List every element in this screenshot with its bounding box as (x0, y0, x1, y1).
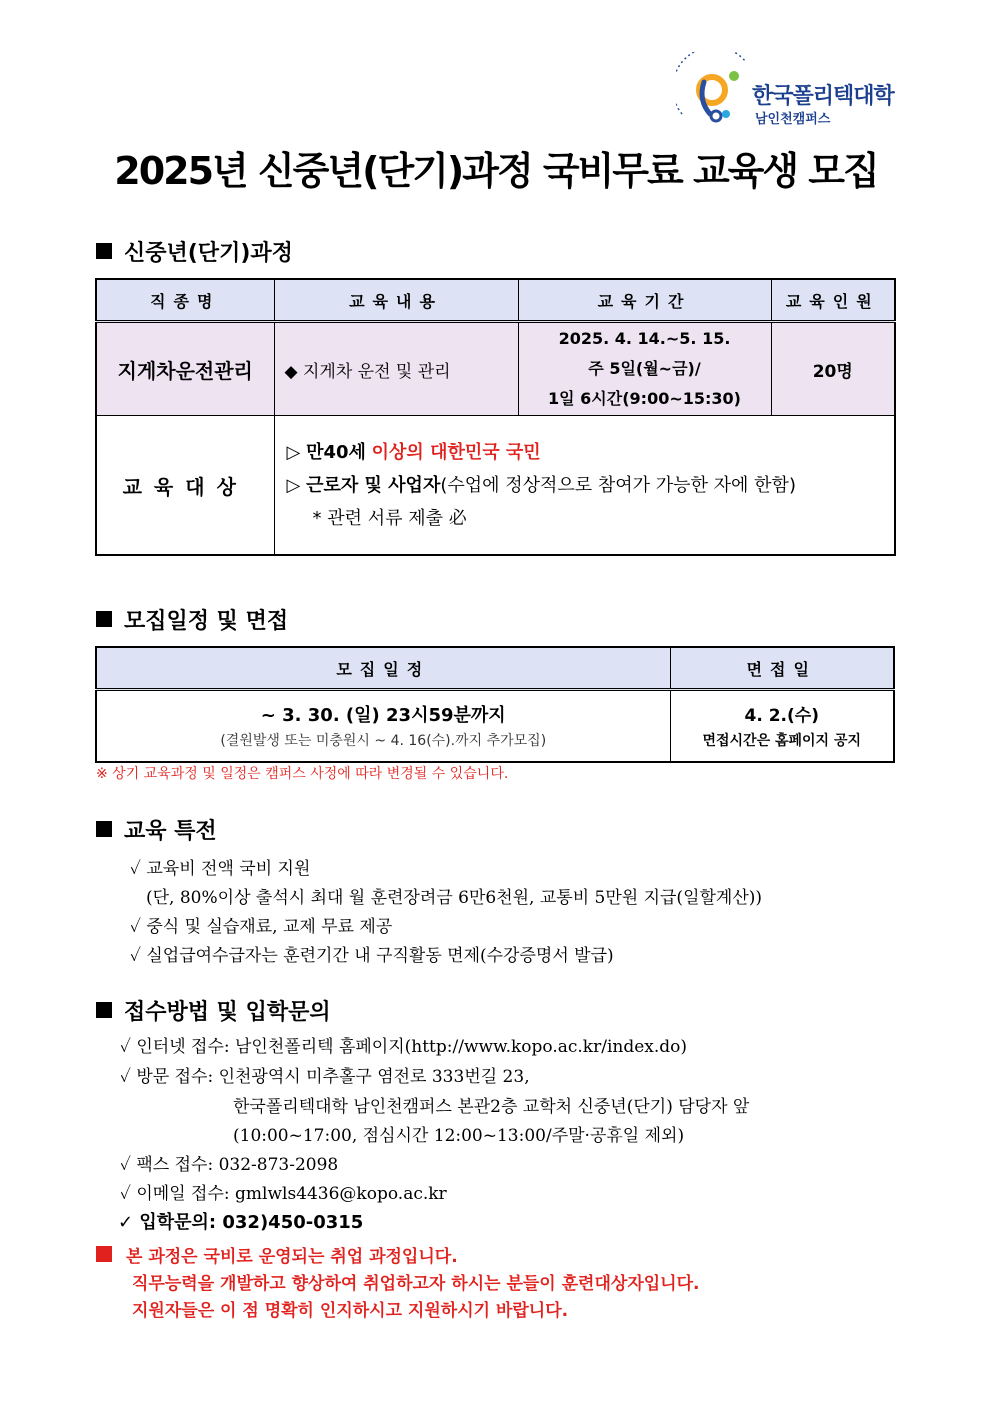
admission-inquiry: ✓ 입학문의: 032)450-0315 (118, 1212, 364, 1233)
header-period: 교육기간 (518, 279, 771, 322)
triangle-bullet-icon: ▷ (286, 474, 301, 496)
section-heading-course: 신중년(단기)과정 (96, 236, 293, 267)
deadline-cell: ~ 3. 30. (일) 23시59분까지 (결원발생 또는 미충원시 ~ 4. 16(수).까지 추가모집) (96, 690, 670, 763)
logo-campus-name: 남인천캠퍼스 (755, 112, 831, 127)
college-logo (676, 52, 906, 132)
course-name: 지게차운전관리 (96, 322, 274, 416)
course-table (95, 278, 896, 556)
table-row (96, 416, 895, 556)
header-interview: 면접일 (670, 647, 894, 690)
interview-cell: 4. 2.(수) 면접시간은 홈페이지 공지 (670, 690, 894, 763)
course-content: ◆ 지게차 운전 및 관리 (274, 322, 518, 416)
internet-application: ✓ 인터넷 접수: 남인천폴리텍 홈페이지(http://www.kopo.ac.kr/index.do) (120, 1037, 688, 1057)
section-heading-schedule: 모집일정 및 면접 (96, 604, 288, 635)
square-bullet-icon (96, 243, 112, 259)
visit-address: 한국폴리텍대학 남인천캠퍼스 본관2층 교학처 신중년(단기) 담당자 앞 (233, 1097, 750, 1117)
course-count: 20명 (771, 322, 895, 416)
benefit-item: (단, 80%이상 출석시 최대 월 훈련장려금 6만6천원, 교통비 5만원 지급(일할계산)) (146, 888, 763, 908)
schedule-table (95, 646, 895, 763)
logo-brand-name: 한국폴리텍대학 (752, 84, 894, 109)
square-bullet-icon (96, 821, 112, 837)
course-period: 2025. 4. 14.~5. 15. 주 5일(월~금)/ 1일 6시간(9:00~15:30) (518, 322, 771, 416)
visit-application: ✓ 방문 접수: 인천광역시 미추홀구 염전로 333번길 23, (120, 1067, 530, 1087)
visit-hours: (10:00~17:00, 점심시간 12:00~13:00/주말·공휴일 제외) (233, 1126, 685, 1146)
benefit-item: ✓ 중식 및 실습재료, 교제 무료 제공 (130, 917, 393, 937)
section-heading-application: 접수방법 및 입학문의 (96, 995, 331, 1026)
table-row (96, 322, 895, 416)
schedule-note: ※ 상기 교육과정 및 일정은 캠퍼스 사정에 따라 변경될 수 있습니다. (96, 766, 509, 782)
benefit-item: ✓ 교육비 전액 국비 지원 (130, 859, 311, 879)
table-row (96, 690, 894, 763)
section-heading-benefits: 교육 특전 (96, 814, 217, 845)
header-count: 교육인원 (771, 279, 895, 322)
header-course-name: 직종명 (96, 279, 274, 322)
email-application: ✓ 이메일 접수: gmlwls4436@kopo.ac.kr (120, 1184, 447, 1204)
target-label: 교육대상 (96, 416, 274, 556)
warning-notice: 본 과정은 국비로 운영되는 취업 과정입니다. 직무능력을 개발하고 향상하여 취업하고자 하시는 분들이 훈련대상자입니다. 지원자들은 이 점 명확히 인지하시고 지원하시기 바랍니다. (96, 1244, 699, 1325)
red-square-bullet-icon (96, 1246, 112, 1262)
header-schedule: 모집일정 (96, 647, 670, 690)
target-list: ▷ 만40세 이상의 대한민국 국민 ▷ 근로자 및 사업자(수업에 정상적으로 참여가 가능한 자에 한함) * 관련 서류 제출 必 (274, 416, 895, 556)
fax-application: ✓ 팩스 접수: 032-873-2098 (120, 1155, 339, 1175)
square-bullet-icon (96, 1002, 112, 1018)
header-content: 교육내용 (274, 279, 518, 322)
page-title: 2025년 신중년(단기)과정 국비무료 교육생 모집 (114, 149, 878, 193)
square-bullet-icon (96, 611, 112, 627)
benefit-item: ✓ 실업급여수급자는 훈련기간 내 구직활동 면제(수강증명서 발급) (130, 946, 614, 966)
triangle-bullet-icon: ▷ (286, 441, 301, 463)
